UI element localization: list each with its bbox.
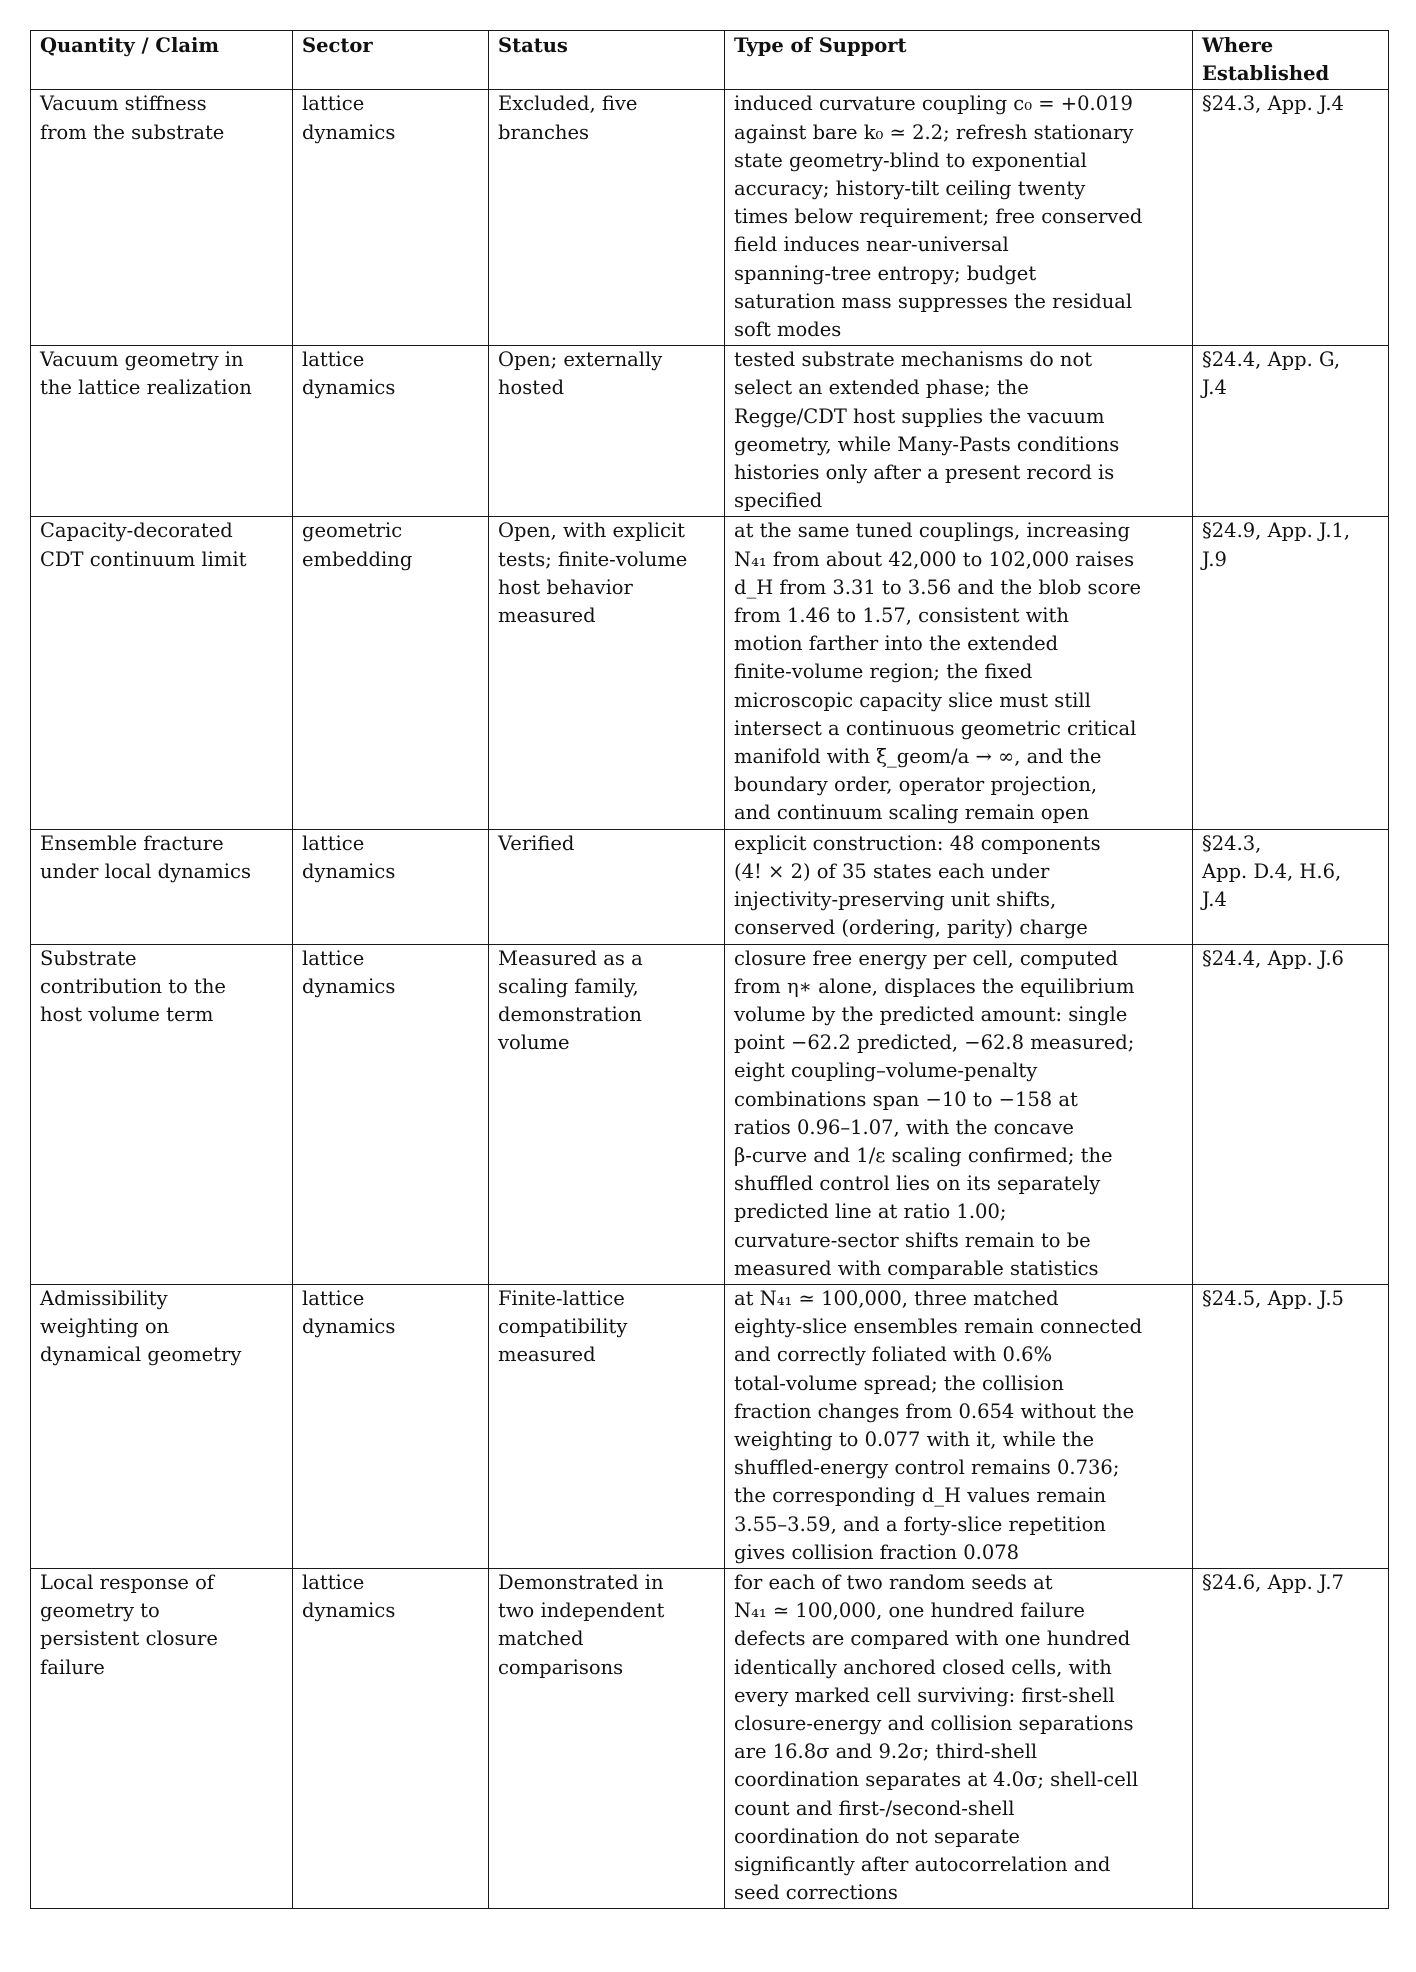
cell-text-line: Open, with explicit [498, 519, 685, 543]
table-row [31, 829, 1389, 944]
claim-cell [31, 517, 293, 829]
cell-text-line: dynamical geometry [40, 1343, 242, 1367]
cell-text-line: CDT continuum limit [40, 547, 247, 571]
status-cell [489, 829, 725, 944]
cell-text-line: from the substrate [40, 120, 225, 144]
cell-text-line: contribution to the [40, 974, 226, 998]
cell-text-line: embedding [302, 547, 413, 571]
header-text-line: Sector [302, 34, 373, 57]
cell-text-line: curvature-sector shifts remain to be [734, 1228, 1091, 1252]
cell-text-line: state geometry-blind to exponential [734, 148, 1087, 172]
cell-text-line: β-curve and 1/ε scaling confirmed; the [734, 1143, 1113, 1167]
cell-text-line: the corresponding d_H values remain [734, 1484, 1107, 1508]
claim-cell [31, 944, 293, 1284]
cell-text-line: comparisons [498, 1655, 624, 1679]
cell-text-line: induced curvature coupling c₀ = +0.019 [734, 92, 1133, 116]
cell-text-line: gives collision fraction 0.078 [734, 1540, 1020, 1564]
cell-text-line: every marked cell surviving: first-shell [734, 1683, 1115, 1707]
cell-text-line: lattice [302, 831, 365, 855]
cell-text-line: select an extended phase; the [734, 376, 1029, 400]
support-cell [725, 1284, 1193, 1568]
cell-text-line: at the same tuned couplings, increasing [734, 519, 1130, 543]
cell-text-line: accuracy; history-tilt ceiling twenty [734, 177, 1086, 201]
claim-cell [31, 1284, 293, 1568]
table-row [31, 1284, 1389, 1568]
cell-text-line: host volume term [40, 1002, 214, 1026]
support-cell [725, 346, 1193, 517]
where-established-cell [1193, 517, 1389, 829]
cell-text-line: weighting on [40, 1315, 170, 1339]
table-header [31, 31, 1389, 90]
cell-text-line: identically anchored closed cells, with [734, 1655, 1112, 1679]
header-text-line: Quantity / Claim [40, 34, 220, 57]
cell-text-line: combinations span −10 to −158 at [734, 1087, 1078, 1111]
support-cell [725, 944, 1193, 1284]
sector-cell [293, 829, 489, 944]
where-established-cell [1193, 1568, 1389, 1908]
sector-cell [293, 944, 489, 1284]
cell-text-line: demonstration [498, 1002, 642, 1026]
cell-text-line: compatibility [498, 1315, 628, 1339]
cell-text-line: host behavior [498, 575, 633, 599]
cell-text-line: Open; externally [498, 348, 663, 372]
cell-text-line: 3.55–3.59, and a forty-slice repetition [734, 1512, 1106, 1536]
cell-text-line: soft modes [734, 318, 842, 342]
sector-cell [293, 1568, 489, 1908]
support-cell [725, 829, 1193, 944]
cell-text-line: dynamics [302, 120, 396, 144]
cell-text-line: Demonstrated in [498, 1570, 664, 1594]
cell-text-line: §24.3, [1202, 831, 1262, 855]
cell-text-line: from η∗ alone, displaces the equilibrium [734, 974, 1135, 998]
cell-text-line: §24.9, App. J.1, [1202, 519, 1351, 543]
cell-text-line: finite-volume region; the fixed [734, 660, 1033, 684]
cell-text-line: dynamics [302, 1599, 396, 1623]
cell-text-line: dynamics [302, 859, 396, 883]
cell-text-line: Vacuum geometry in [40, 348, 244, 372]
cell-text-line: injectivity-preserving unit shifts, [734, 888, 1057, 912]
cell-text-line: boundary order, operator projection, [734, 773, 1098, 797]
cell-text-line: seed corrections [734, 1881, 898, 1905]
header-text-line: Established [1202, 62, 1330, 86]
support-cell [725, 90, 1193, 346]
cell-text-line: and continuum scaling remain open [734, 801, 1090, 825]
cell-text-line: dynamics [302, 1315, 396, 1339]
table-row [31, 90, 1389, 346]
cell-text-line: eight coupling–volume-penalty [734, 1059, 1038, 1083]
cell-text-line: volume by the predicted amount: single [734, 1002, 1128, 1026]
cell-text-line: total-volume spread; the collision [734, 1371, 1064, 1395]
cell-text-line: under local dynamics [40, 859, 251, 883]
where-established-cell [1193, 944, 1389, 1284]
table-row [31, 517, 1389, 829]
cell-text-line: from 1.46 to 1.57, consistent with [734, 604, 1069, 628]
header-sector [293, 31, 489, 90]
cell-text-line: microscopic capacity slice must still [734, 688, 1091, 712]
cell-text-line: explicit construction: 48 components [734, 831, 1101, 855]
cell-text-line: Ensemble fracture [40, 831, 224, 855]
cell-text-line: coordination do not separate [734, 1824, 1020, 1848]
cell-text-line: manifold with ξ_geom/a → ∞, and the [734, 745, 1102, 769]
cell-text-line: Finite-lattice [498, 1286, 625, 1310]
cell-text-line: two independent [498, 1599, 665, 1623]
claims-table [30, 30, 1389, 1909]
cell-text-line: Excluded, five [498, 92, 638, 116]
cell-text-line: closure-energy and collision separations [734, 1711, 1134, 1735]
support-cell [725, 517, 1193, 829]
cell-text-line: shuffled-energy control remains 0.736; [734, 1456, 1120, 1480]
claim-cell [31, 346, 293, 517]
cell-text-line: hosted [498, 376, 565, 400]
where-established-cell [1193, 1284, 1389, 1568]
header-text-line: Where [1202, 34, 1274, 57]
cell-text-line: and correctly foliated with 0.6% [734, 1343, 1053, 1367]
status-cell [489, 517, 725, 829]
cell-text-line: App. D.4, H.6, [1202, 859, 1342, 883]
cell-text-line: eighty-slice ensembles remain connected [734, 1315, 1143, 1339]
cell-text-line: §24.6, App. J.7 [1202, 1570, 1344, 1594]
header-text-line: Status [498, 34, 568, 57]
status-cell [489, 90, 725, 346]
cell-text-line: J.4 [1202, 376, 1227, 400]
cell-text-line: lattice [302, 946, 365, 970]
cell-text-line: defects are compared with one hundred [734, 1627, 1131, 1651]
cell-text-line: predicted line at ratio 1.00; [734, 1200, 1007, 1224]
claim-cell [31, 1568, 293, 1908]
cell-text-line: against bare k₀ ≃ 2.2; refresh stationary [734, 120, 1134, 144]
cell-text-line: for each of two random seeds at [734, 1570, 1053, 1594]
claim-cell [31, 829, 293, 944]
cell-text-line: §24.4, App. G, [1202, 348, 1341, 372]
cell-text-line: tested substrate mechanisms do not [734, 348, 1093, 372]
cell-text-line: J.4 [1202, 888, 1227, 912]
status-cell [489, 1568, 725, 1908]
sector-cell [293, 1284, 489, 1568]
cell-text-line: fraction changes from 0.654 without the [734, 1399, 1135, 1423]
status-cell [489, 944, 725, 1284]
cell-text-line: specified [734, 489, 823, 513]
header-where-established [1193, 31, 1389, 90]
cell-text-line: Regge/CDT host supplies the vacuum [734, 404, 1105, 428]
cell-text-line: geometry to [40, 1599, 160, 1623]
header-status [489, 31, 725, 90]
header-row [31, 31, 1389, 90]
header-text-line: Type of Support [734, 34, 907, 57]
cell-text-line: tests; finite-volume [498, 547, 688, 571]
status-cell [489, 346, 725, 517]
cell-text-line: geometry, while Many-Pasts conditions [734, 432, 1120, 456]
cell-text-line: Capacity-decorated [40, 519, 233, 543]
cell-text-line: coordination separates at 4.0σ; shell-cell [734, 1768, 1139, 1792]
table-row [31, 944, 1389, 1284]
sector-cell [293, 517, 489, 829]
claim-cell [31, 90, 293, 346]
cell-text-line: (4! × 2) of 35 states each under [734, 859, 1050, 883]
table-row [31, 1568, 1389, 1908]
sector-cell [293, 346, 489, 517]
table-row [31, 346, 1389, 517]
cell-text-line: are 16.8σ and 9.2σ; third-shell [734, 1740, 1038, 1764]
cell-text-line: histories only after a present record is [734, 461, 1115, 485]
cell-text-line: Admissibility [40, 1286, 168, 1310]
where-established-cell [1193, 346, 1389, 517]
status-cell [489, 1284, 725, 1568]
cell-text-line: ratios 0.96–1.07, with the concave [734, 1115, 1074, 1139]
cell-text-line: conserved (ordering, parity) charge [734, 916, 1088, 940]
cell-text-line: spanning-tree entropy; budget [734, 261, 1037, 285]
header-quantity-claim [31, 31, 293, 90]
cell-text-line: dynamics [302, 376, 396, 400]
cell-text-line: volume [498, 1031, 570, 1055]
cell-text-line: scaling family, [498, 974, 639, 998]
cell-text-line: geometric [302, 519, 403, 543]
where-established-cell [1193, 90, 1389, 346]
cell-text-line: N₄₁ from about 42,000 to 102,000 raises [734, 547, 1135, 571]
cell-text-line: significantly after autocorrelation and [734, 1853, 1111, 1876]
cell-text-line: §24.3, App. J.4 [1202, 92, 1344, 116]
cell-text-line: measured [498, 1343, 596, 1367]
cell-text-line: times below requirement; free conserved [734, 205, 1143, 229]
cell-text-line: §24.5, App. J.5 [1202, 1286, 1344, 1310]
cell-text-line: saturation mass suppresses the residual [734, 289, 1133, 313]
cell-text-line: at N₄₁ ≃ 100,000, three matched [734, 1286, 1059, 1310]
cell-text-line: closure free energy per cell, computed [734, 946, 1118, 970]
cell-text-line: d_H from 3.31 to 3.56 and the blob score [734, 575, 1142, 599]
cell-text-line: count and first-/second-shell [734, 1796, 1015, 1820]
cell-text-line: motion farther into the extended [734, 632, 1059, 656]
cell-text-line: dynamics [302, 974, 396, 998]
cell-text-line: J.9 [1202, 547, 1227, 571]
cell-text-line: the lattice realization [40, 376, 252, 400]
cell-text-line: intersect a continuous geometric critical [734, 716, 1137, 740]
cell-text-line: weighting to 0.077 with it, while the [734, 1427, 1095, 1451]
cell-text-line: measured [498, 604, 596, 628]
cell-text-line: measured with comparable statistics [734, 1256, 1099, 1280]
cell-text-line: Verified [498, 831, 575, 855]
cell-text-line: field induces near-universal [734, 233, 1009, 257]
support-cell [725, 1568, 1193, 1908]
cell-text-line: lattice [302, 1570, 365, 1594]
cell-text-line: lattice [302, 348, 365, 372]
header-type-of-support [725, 31, 1193, 90]
cell-text-line: Substrate [40, 946, 137, 970]
cell-text-line: §24.4, App. J.6 [1202, 946, 1344, 970]
cell-text-line: point −62.2 predicted, −62.8 measured; [734, 1031, 1135, 1055]
cell-text-line: matched [498, 1627, 584, 1651]
cell-text-line: lattice [302, 92, 365, 116]
cell-text-line: Vacuum stiffness [40, 92, 207, 116]
sector-cell [293, 90, 489, 346]
cell-text-line: lattice [302, 1286, 365, 1310]
cell-text-line: persistent closure [40, 1627, 218, 1651]
table-body [31, 90, 1389, 1909]
cell-text-line: failure [40, 1655, 105, 1679]
where-established-cell [1193, 829, 1389, 944]
cell-text-line: shuffled control lies on its separately [734, 1172, 1101, 1196]
cell-text-line: N₄₁ ≃ 100,000, one hundred failure [734, 1599, 1085, 1623]
cell-text-line: branches [498, 120, 590, 144]
cell-text-line: Measured as a [498, 946, 643, 970]
cell-text-line: Local response of [40, 1570, 215, 1594]
